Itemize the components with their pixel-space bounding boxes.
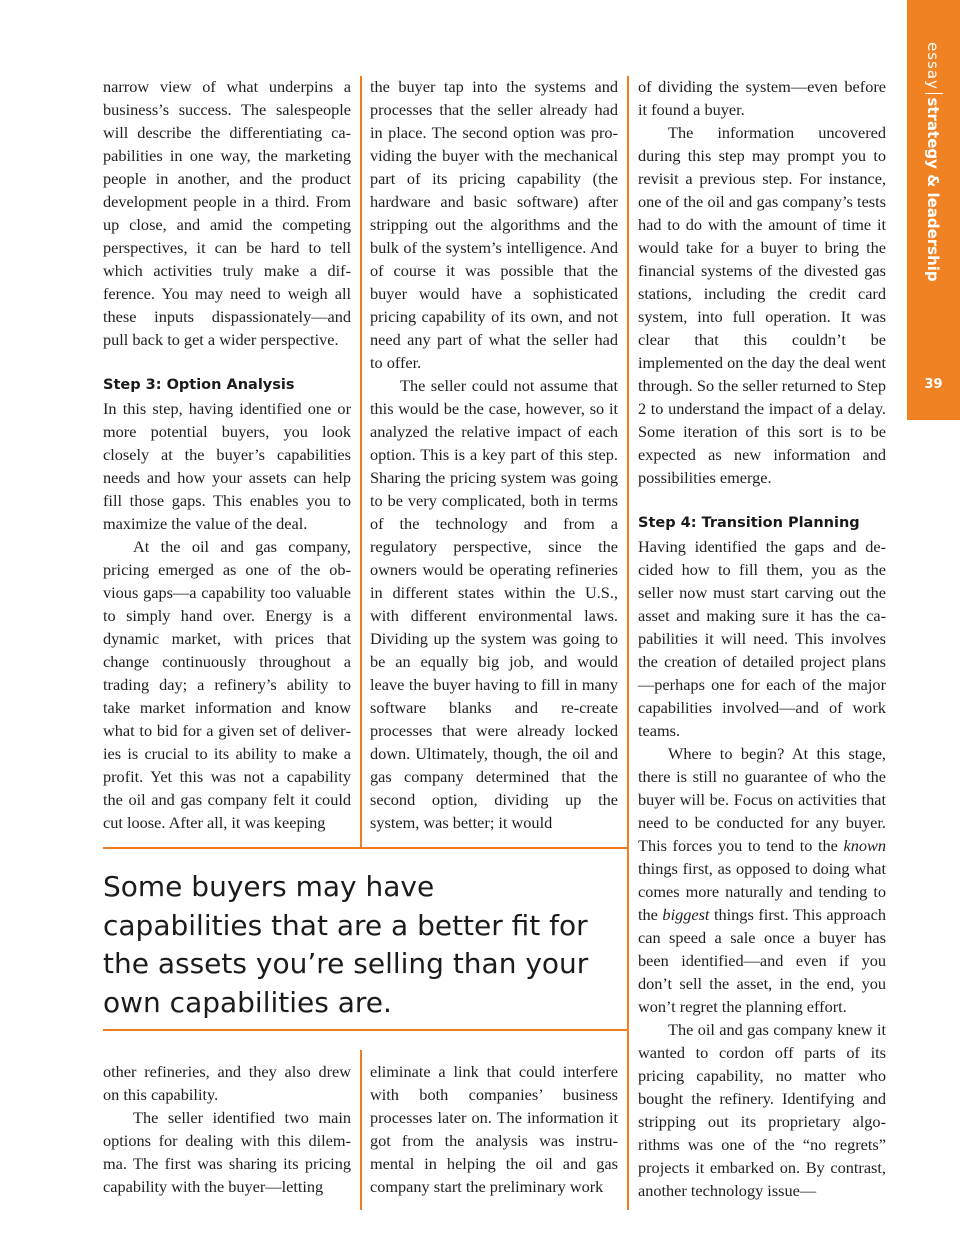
pullquote-rule-bottom	[103, 1029, 629, 1031]
paragraph: The seller could not assume that this would be the case, however, so it analyzed the relative impact of each option. This is a key part of this step. Sharing the pricing system was going to be very complicated, both in terms of the technology and from a regulatory perspective, since the owners would be operating refineries in different states within the U.S., with different environmental laws. Dividing up the system was going to be an equally big job, and would leave the buyer having to fill in many software blanks and re-create processes that were already locked down. Ultimately, though, the oil and gas company determined that the second option, dividing up the system, was better; it would	[370, 376, 618, 832]
paragraph: The seller identified two main options for dealing with this dilemma. The first was sharing its pricing capability with the buyer—letting	[103, 1108, 351, 1196]
paragraph: At the oil and gas company, pricing emerged as one of the obvious gaps—a capability too valuable to simply hand over. Energy is a dynamic market, with prices that change continuously throughout a trading day; a refinery’s ability to take market information and know what to bid for a given set of deliveries is crucial to its ability to make a profit. Yet this was not a capability the oil and gas company felt it could cut loose. After all, it was keeping	[103, 537, 351, 832]
section-topic: strategy & leadership	[924, 97, 942, 282]
section-label	[923, 42, 943, 282]
paragraph: of dividing the system—even before it found a buyer.	[638, 77, 886, 119]
section-category: essay	[924, 42, 942, 90]
column-2	[370, 75, 618, 834]
column-rule-3	[360, 1050, 362, 1210]
paragraph: Having identified the gaps and decided how to fill them, you as the seller now must start carving out the asset and making sure it has the capabilities it will need. This involves the creation of detailed project plans—perhaps one for each of the major capabilities involved—and of work teams.	[638, 537, 886, 740]
column-rule-4	[627, 1029, 629, 1210]
column-1-continued	[103, 1060, 351, 1198]
column-3	[638, 75, 886, 1202]
column-2-continued	[370, 1060, 618, 1198]
emphasis: biggest	[662, 905, 710, 924]
emphasis: known	[843, 836, 886, 855]
text-run: things first. This approach can speed a sale once a buyer has been identified—and even if you don’t sell the asset, in the end, you won’t regret the planning effort.	[638, 905, 886, 1016]
text-run: things first, as opposed to doing what comes more naturally and tending to the	[638, 859, 886, 924]
section-divider	[925, 93, 943, 95]
text-run: Where to begin? At this stage, there is still no guarantee of who the buyer will be. Focus on activities that need to be conducted for any buyer. This forces you to tend to the	[638, 744, 886, 855]
paragraph: In this step, having identified one or more potential buyers, you look closely at the buyer’s capabilities needs and how your assets can help fill those gaps. This enables you to maximize the value of the deal.	[103, 399, 351, 533]
paragraph: narrow view of what underpins a business’s success. The salespeople will describe the differentiating capabilities in one way, the marketing people in another, and the product development people in a third. From up close, and amid the competing perspectives, it can be hard to tell which activities truly make a difference. You may need to weigh all these inputs dispassionately—and pull back to get a wider perspective.	[103, 77, 351, 349]
page-number: 39	[924, 377, 943, 392]
column-rule-2	[627, 76, 629, 848]
paragraph: eliminate a link that could interfere with both companies’ business processes later on. The information it got from the analysis was instrumental in helping the oil and gas company start the preliminary work	[370, 1062, 618, 1196]
paragraph: other refineries, and they also drew on this capability.	[103, 1062, 351, 1104]
paragraph	[638, 742, 886, 1018]
paragraph: The information uncovered during this step may prompt you to revisit a previous step. For instance, one of the oil and gas company’s tests had to do with the amount of time it would take for a buyer to bring the financial systems of the divested gas stations, including the credit card system, into full operation. It was clear that this couldn’t be implemented on the day the deal went through. So the seller returned to Step 2 to understand the impact of a delay. Some iteration of this sort is to be expected as new information and possibilities emerge.	[638, 123, 886, 487]
paragraph: The oil and gas company knew it wanted to cordon off parts of its pricing capability, no matter who bought the refinery. Identifying and stripping out its proprietary algorithms was one of the “no regrets” projects it embarked on. By contrast, another technology issue—	[638, 1020, 886, 1200]
section-heading-step-4: Step 4: Transition Planning	[638, 515, 860, 531]
column-rule-1	[360, 76, 362, 848]
pull-quote: Some buyers may have capabilities that are a better fit for the assets you’re selling than your own capabilities are.	[103, 870, 589, 1019]
paragraph: the buyer tap into the systems and processes that the seller already had in place. The second option was providing the buyer with the mechanical part of its pricing capability (the hardware and basic software) after stripping out the algorithms and the bulk of the system’s intelligence. And of course it was possible that the buyer would have a sophisticated pricing capability of its own, and not need any part of what the seller had to offer.	[370, 77, 618, 372]
section-heading-step-3: Step 3: Option Analysis	[103, 377, 295, 393]
column-1	[103, 75, 351, 834]
pullquote-rule-right	[627, 847, 629, 1030]
pullquote-rule-top	[103, 847, 629, 849]
